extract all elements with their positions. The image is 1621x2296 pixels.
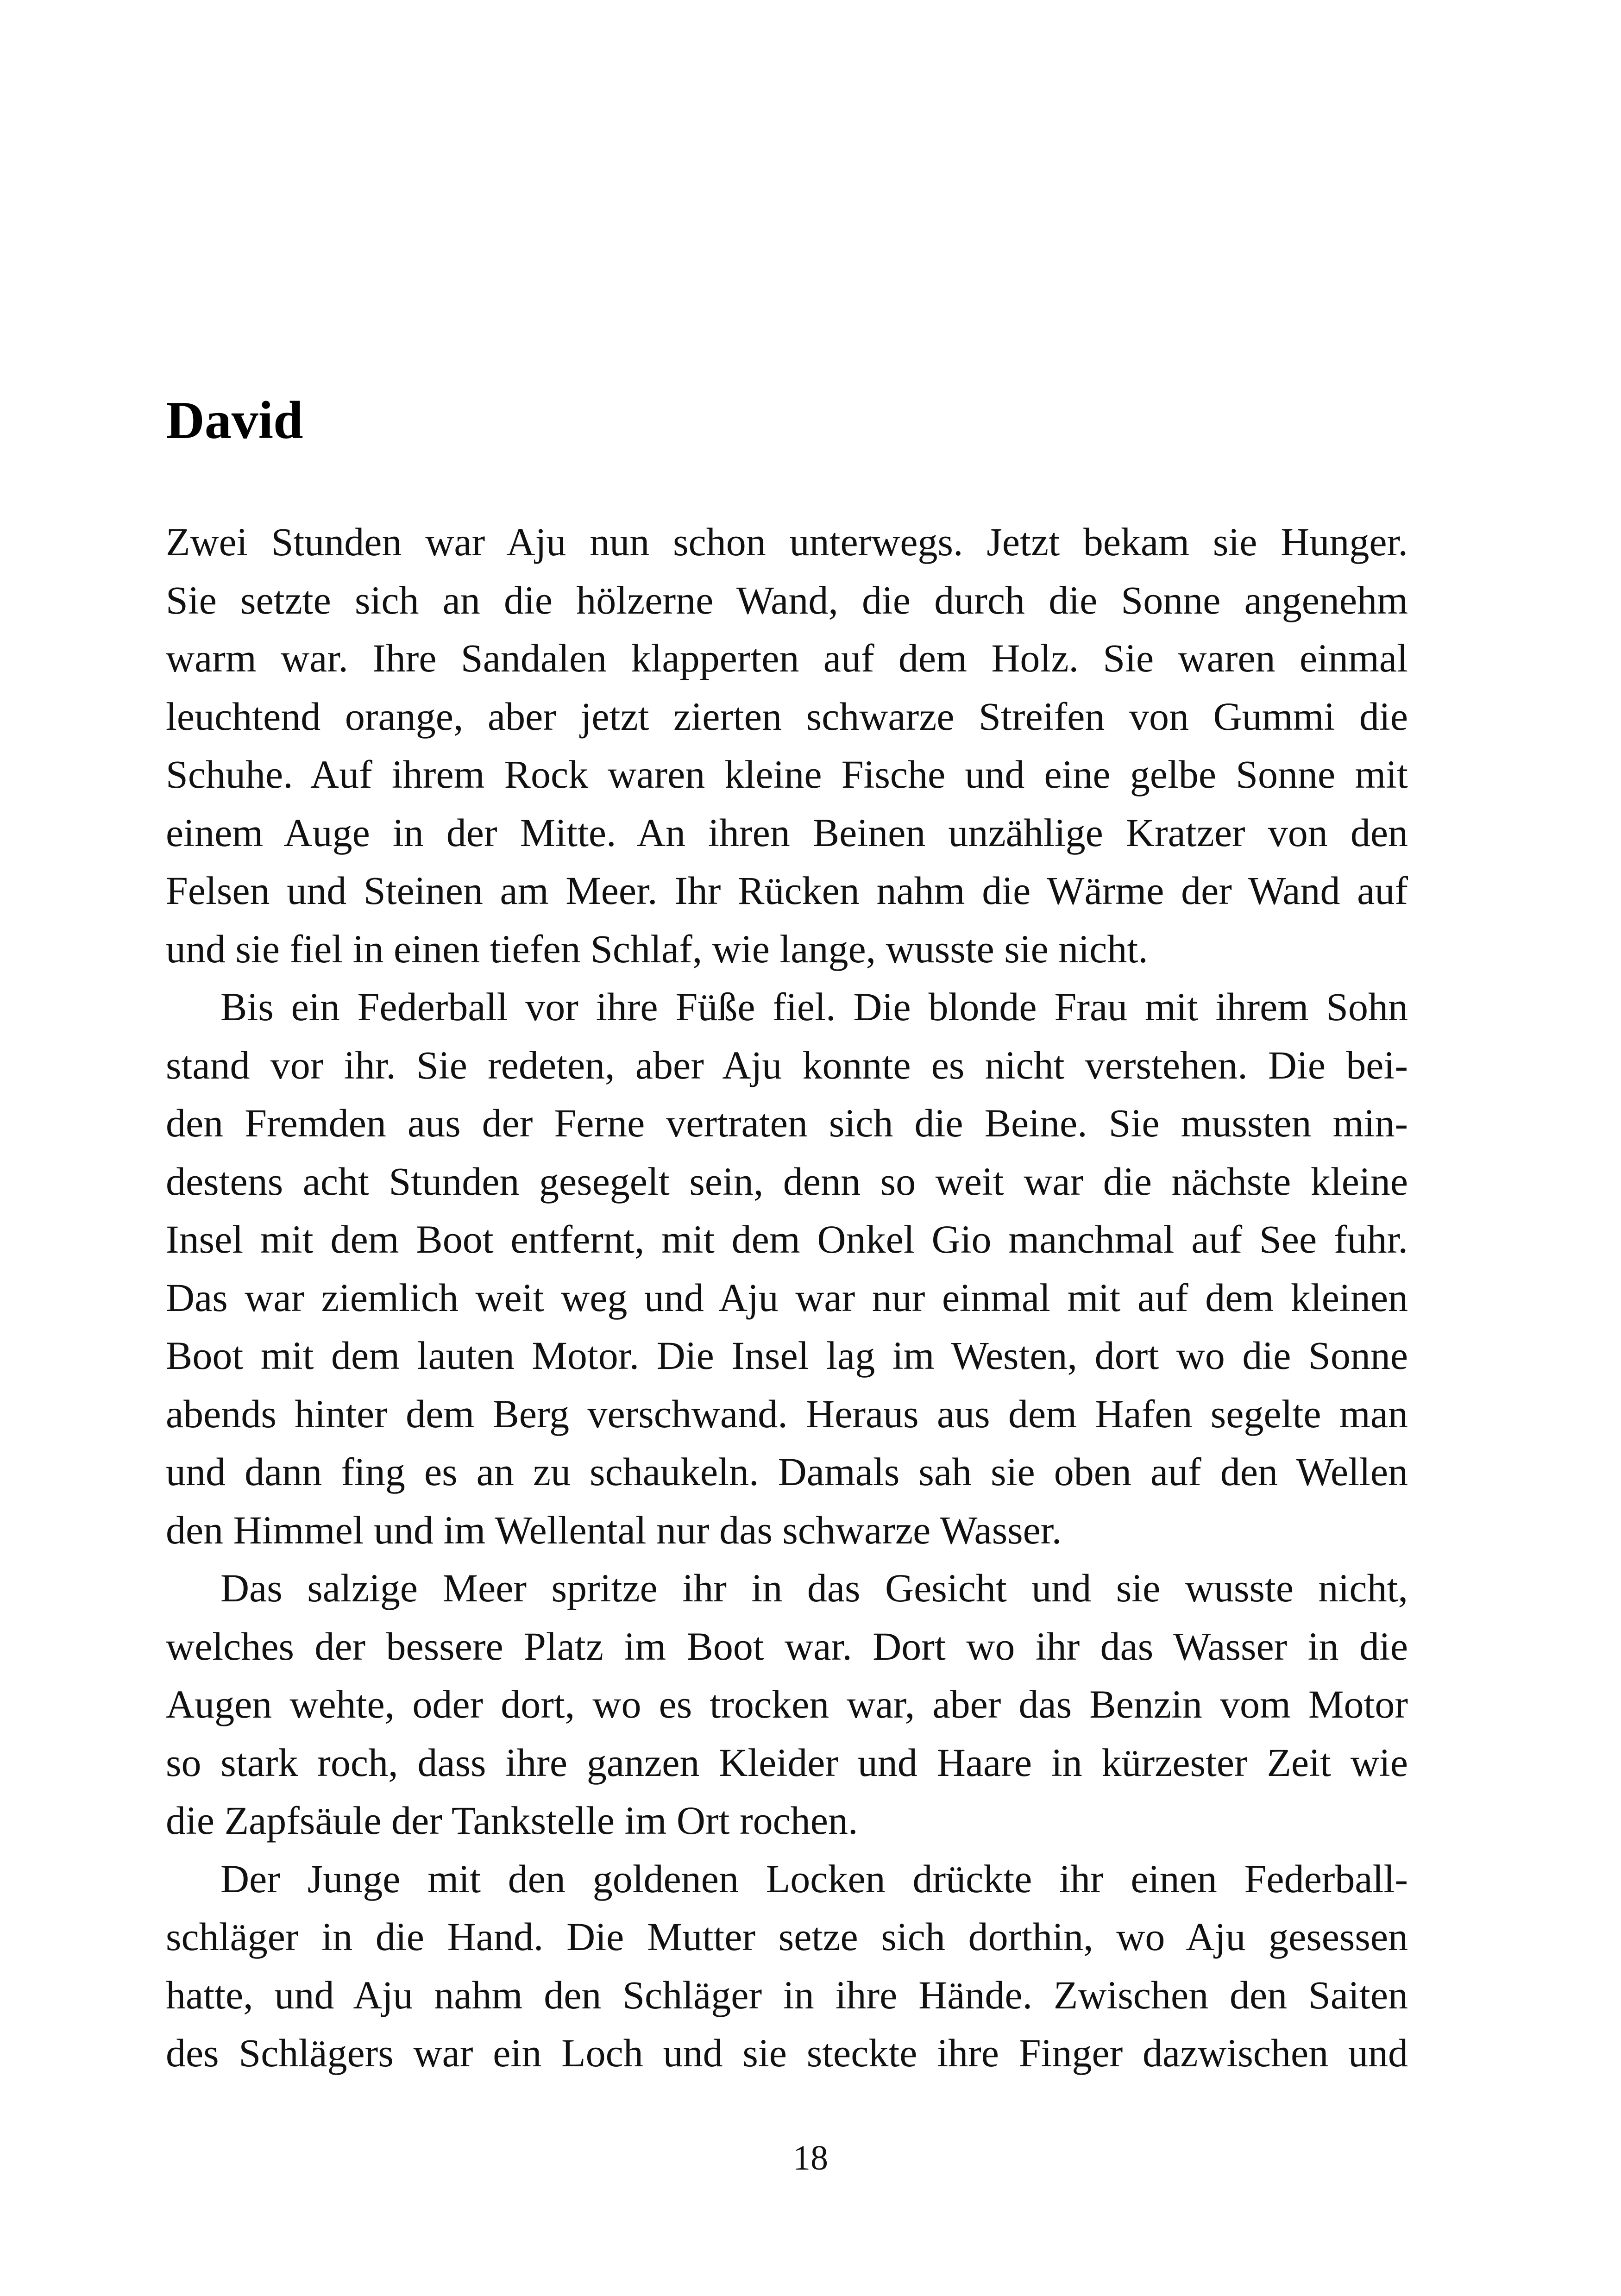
chapter-body [166,513,1408,2083]
text-line: Insel mit dem Boot entfernt, mit dem Onkel Gio manchmal auf See fuhr. [166,1217,1408,1261]
text-line: Augen wehte, oder dort, wo es trocken war, aber das Benzin vom Motor [166,1682,1408,1726]
text-line: so stark roch, dass ihre ganzen Kleider und Haare in kürzester Zeit wie [166,1740,1408,1785]
text-line: Felsen und Steinen am Meer. Ihr Rücken nahm die Wärme der Wand auf [166,868,1408,913]
paragraph-2 [166,978,1408,1559]
paragraph-1 [166,513,1408,978]
text-line: des Schlägers war ein Loch und sie steckte ihre Finger dazwischen und [166,2031,1408,2075]
text-line: stand vor ihr. Sie redeten, aber Aju konnte es nicht verstehen. Die bei- [166,1042,1408,1087]
text-line: Boot mit dem lauten Motor. Die Insel lag im Westen, dort wo die Sonne [166,1333,1408,1378]
text-line: und dann fing es an zu schaukeln. Damals sah sie oben auf den Wellen [166,1449,1408,1494]
text-line: den Fremden aus der Ferne vertraten sich die Beine. Sie mussten min- [166,1101,1408,1145]
text-line: Zwei Stunden war Aju nun schon unterwegs. Jetzt bekam sie Hunger. [166,520,1408,564]
text-line: Bis ein Federball vor ihre Füße fiel. Die blonde Frau mit ihrem Sohn [220,985,1408,1029]
text-line: warm war. Ihre Sandalen klapperten auf dem Holz. Sie waren einmal [166,636,1408,680]
text-line: Schuhe. Auf ihrem Rock waren kleine Fische und eine gelbe Sonne mit [166,752,1408,797]
text-line: hatte, und Aju nahm den Schläger in ihre Hände. Zwischen den Saiten [166,1972,1408,2017]
text-line: die Zapfsäule der Tankstelle im Ort rochen. [166,1798,858,1843]
text-line: schläger in die Hand. Die Mutter setze sich dorthin, wo Aju gesessen [166,1914,1408,1959]
text-line: Das war ziemlich weit weg und Aju war nur einmal mit auf dem kleinen [166,1275,1408,1320]
text-line: Das salzige Meer spritze ihr in das Gesicht und sie wusste nicht, [220,1566,1408,1610]
text-line: Sie setzte sich an die hölzerne Wand, die durch die Sonne angenehm [166,577,1408,622]
paragraph-4 [166,1850,1408,2083]
text-line: einem Auge in der Mitte. An ihren Beinen unzählige Kratzer von den [166,810,1408,855]
text-line: abends hinter dem Berg verschwand. Heraus aus dem Hafen segelte man [166,1391,1408,1436]
text-line: den Himmel und im Wellental nur das schwarze Wasser. [166,1507,1062,1552]
page-number: 18 [793,2139,828,2177]
text-line: und sie fiel in einen tiefen Schlaf, wie lange, wusste sie nicht. [166,926,1148,971]
chapter-title: David [166,391,303,450]
paragraph-3 [166,1559,1408,1850]
text-line: leuchtend orange, aber jetzt zierten schwarze Streifen von Gummi die [166,694,1408,739]
text-line: welches der bessere Platz im Boot war. Dort wo ihr das Wasser in die [166,1624,1408,1669]
text-line: destens acht Stunden gesegelt sein, denn so weit war die nächste kleine [166,1159,1408,1204]
text-line: Der Junge mit den goldenen Locken drückte ihr einen Federball- [220,1856,1408,1901]
